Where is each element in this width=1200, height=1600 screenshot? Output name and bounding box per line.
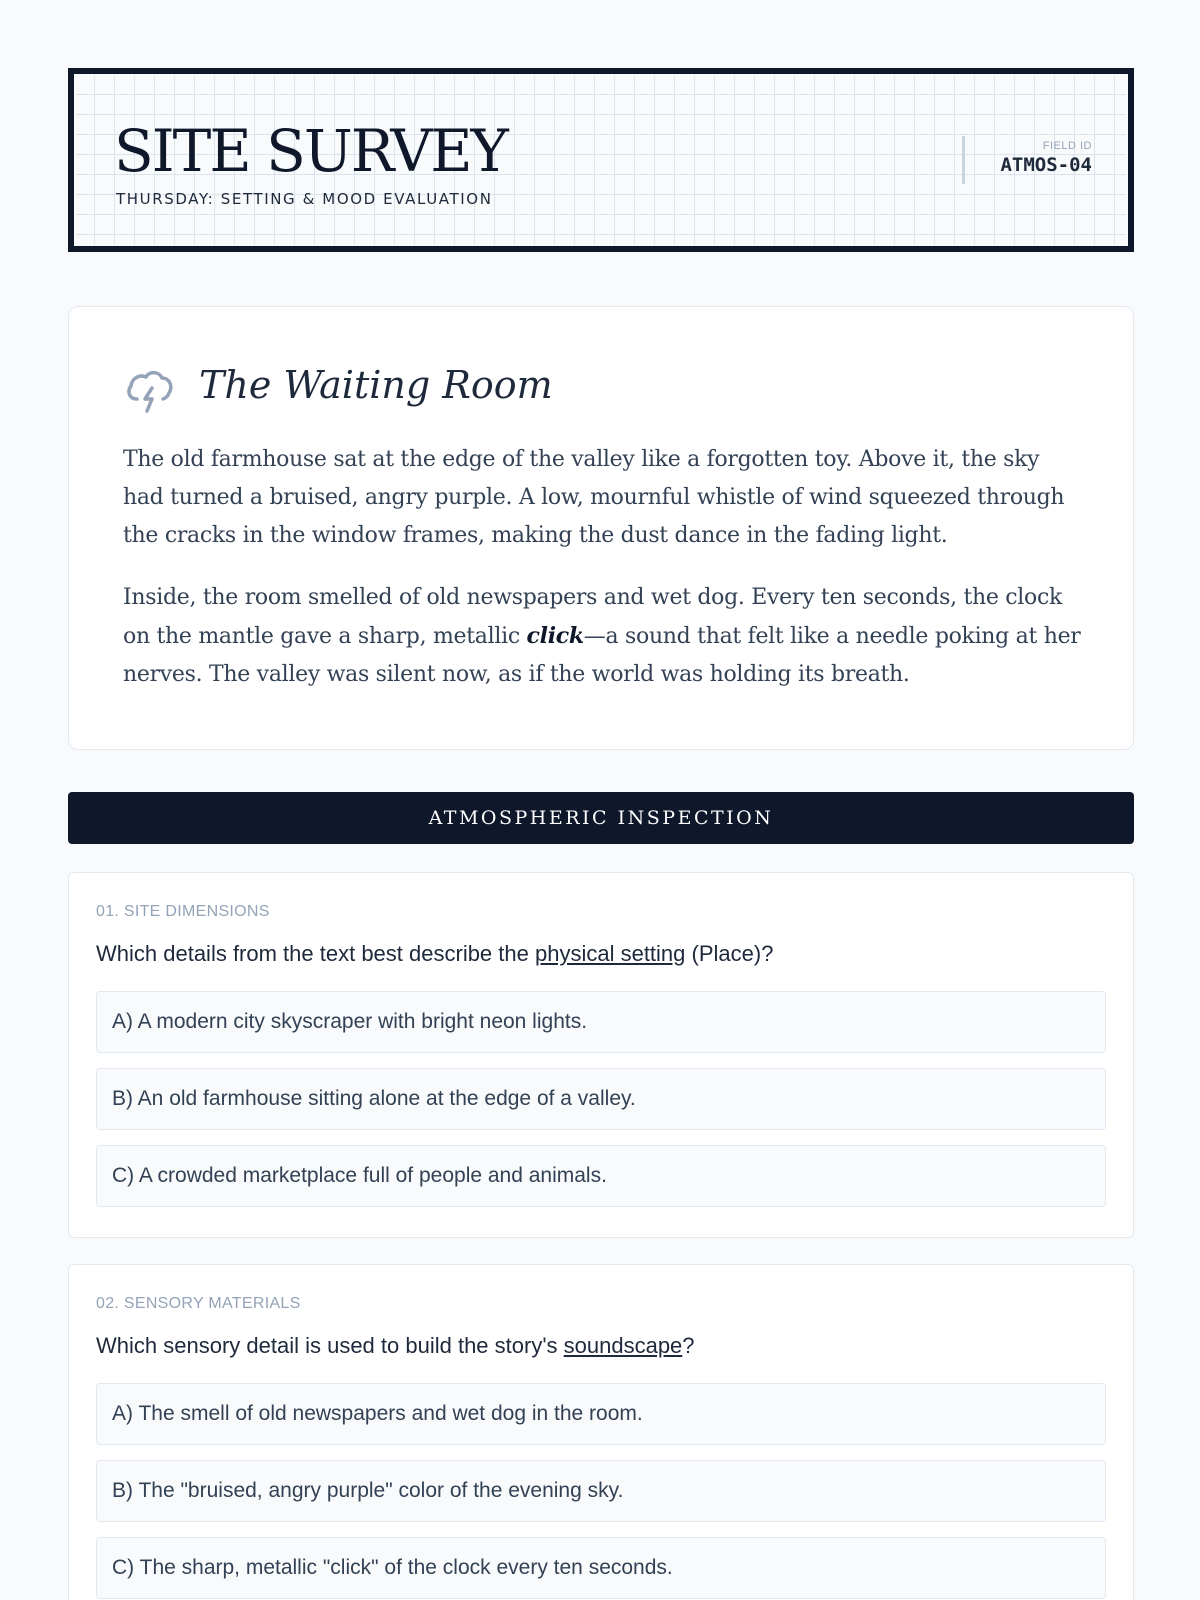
- survey-header: [68, 68, 1134, 252]
- story-paragraph-1: The old farmhouse sat at the edge of the valley like a forgotten toy. Above it, the sky had turned a bruised, angry purple. A low, mournful whistle of wind squeezed through the cracks in the window frames, making the dust dance in the fading light.: [123, 447, 1065, 548]
- answer-option-b[interactable]: B) An old farmhouse sitting alone at the edge of a valley.: [96, 1068, 1106, 1130]
- question-text: [96, 941, 773, 967]
- answer-option-c[interactable]: C) A crowded marketplace full of people and animals.: [96, 1145, 1106, 1207]
- section-banner: ATMOSPHERIC INSPECTION: [68, 792, 1134, 844]
- question-text-underline: physical setting: [534, 941, 686, 966]
- question-text: [96, 1333, 695, 1359]
- question-text-a: Which sensory detail is used to build the story's: [96, 1333, 564, 1358]
- answer-option-c[interactable]: C) The sharp, metallic "click" of the clock every ten seconds.: [96, 1537, 1106, 1599]
- answer-option-b[interactable]: B) The "bruised, angry purple" color of the evening sky.: [96, 1460, 1106, 1522]
- page-subtitle: THURSDAY: SETTING & MOOD EVALUATION: [116, 190, 493, 208]
- story-p2-text-a: Inside, the room smelled of old newspapers and wet dog. Every ten seconds, the clock on the mantle gave a sharp, metallic: [123, 585, 1063, 649]
- question-text-b: (Place)?: [685, 941, 774, 966]
- field-id-label: FIELD ID: [1042, 140, 1092, 152]
- story-paragraph-2: [123, 579, 1083, 694]
- question-text-underline: soundscape: [563, 1333, 683, 1358]
- story-emphasis-click: click: [526, 623, 584, 649]
- question-label: 01. SITE DIMENSIONS: [96, 903, 270, 920]
- answer-option-a[interactable]: A) A modern city skyscraper with bright neon lights.: [96, 991, 1106, 1053]
- answer-option-a[interactable]: A) The smell of old newspapers and wet dog in the room.: [96, 1383, 1106, 1445]
- story-p2-text-b: —a sound that felt like a needle poking at her nerves. The valley was silent now, as if the world was holding its breath.: [123, 624, 1081, 687]
- story-title: The Waiting Room: [199, 363, 553, 407]
- question-label: 02. SENSORY MATERIALS: [96, 1295, 301, 1312]
- story-card: [68, 306, 1134, 750]
- question-card-2: [68, 1264, 1134, 1600]
- question-text-b: ?: [682, 1333, 695, 1358]
- storm-cloud-icon: [123, 363, 175, 415]
- question-card-1: [68, 872, 1134, 1238]
- page-title: SITE SURVEY: [114, 117, 507, 185]
- question-text-a: Which details from the text best describe the: [96, 941, 535, 966]
- field-id-box: [962, 136, 1092, 184]
- story-body: [123, 441, 1083, 718]
- field-id-value: ATMOS-04: [1000, 154, 1092, 176]
